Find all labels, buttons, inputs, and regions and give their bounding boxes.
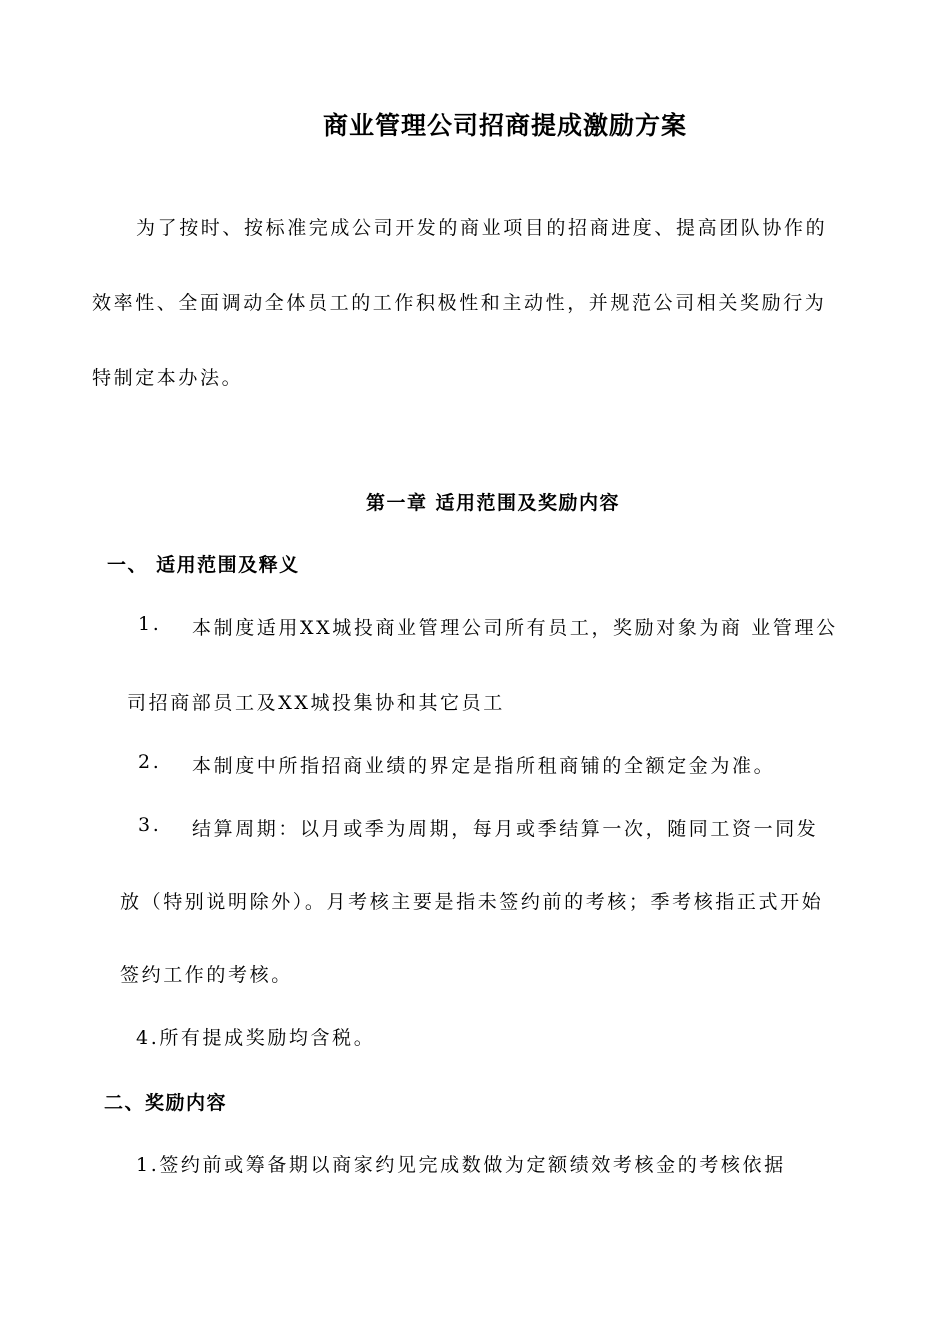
item-number: 2.	[138, 751, 162, 773]
document-title: 商业管理公司招商提成激励方案	[322, 111, 687, 140]
item-text-line-1: 1.签约前或筹备期以商家约见完成数做为定额绩效考核金的考核依据	[136, 1154, 786, 1176]
item-text-line-1: 4.所有提成奖励均含税。	[136, 1027, 376, 1049]
item-text-line-3: 签约工作的考核。	[120, 964, 293, 986]
intro-line-3: 特制定本办法。	[92, 367, 244, 389]
item-text-line-2: 放（特别说明除外）。月考核主要是指未签约前的考核；季考核指正式开始	[120, 891, 824, 913]
section-heading-scope: 一、 适用范围及释义	[107, 554, 300, 576]
intro-line-2: 效率性、全面调动全体员工的工作积极性和主动性，并规范公司相关奖励行为	[92, 292, 827, 314]
item-text-line-1: 结算周期：以月或季为周期，每月或季结算一次，随同工资一同发	[192, 818, 819, 840]
item-text-line-2: 司招商部员工及XX城投集协和其它员工	[127, 692, 505, 714]
section-heading-rewards: 二、奖励内容	[104, 1092, 228, 1114]
item-number: 3.	[138, 814, 162, 836]
item-text-line-1: 本制度中所指招商业绩的界定是指所租商铺的全额定金为准。	[192, 755, 776, 777]
item-number: 1.	[138, 613, 162, 635]
item-text-line-1: 本制度适用XX城投商业管理公司所有员工，奖励对象为商 业管理公	[192, 617, 838, 639]
intro-line-1: 为了按时、按标准完成公司开发的商业项目的招商进度、提高团队协作的	[136, 217, 828, 239]
chapter-title: 第一章 适用范围及奖励内容	[365, 492, 621, 514]
